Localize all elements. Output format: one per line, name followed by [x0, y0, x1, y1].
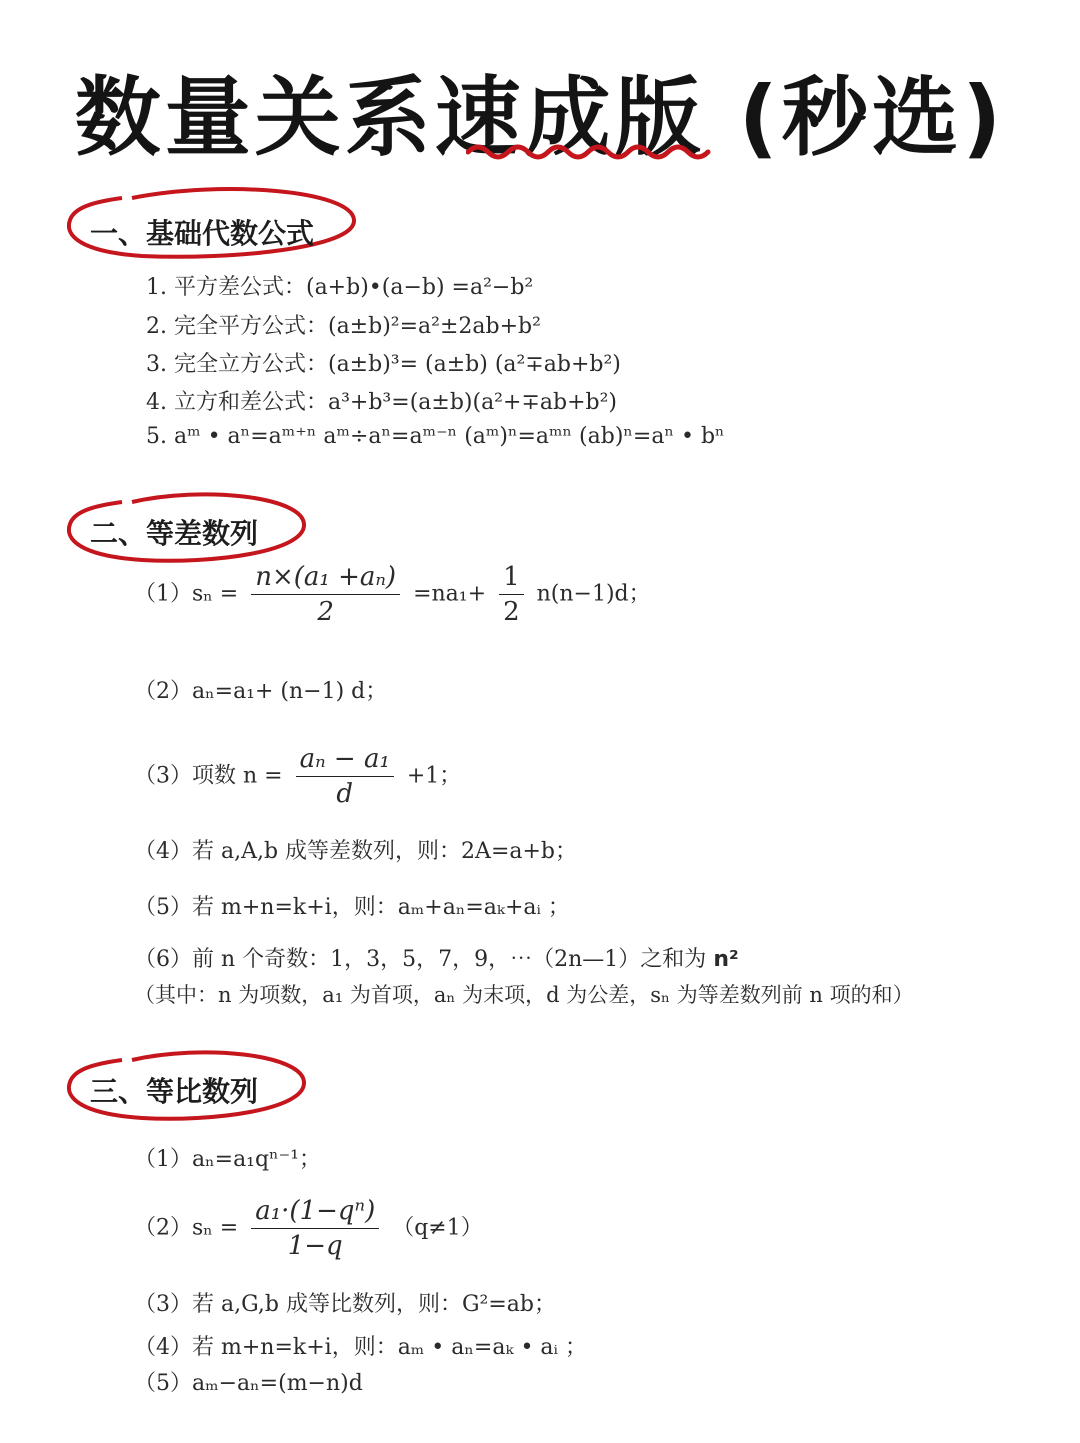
fraction [296, 744, 394, 809]
formula-suffix: +1； [406, 763, 462, 789]
formula-item: （5）aₘ−aₙ=(m−n)d [134, 1371, 363, 1396]
denominator: 1−q [287, 1231, 343, 1261]
formula-prefix: （1）sₙ = [134, 581, 239, 607]
formula-prefix: （2）sₙ = [134, 1215, 239, 1241]
numerator: a₁·(1−qⁿ) [251, 1196, 379, 1229]
formula-item: 3. 完全立方公式：(a±b)³= (a±b) (a²∓ab+b²) [146, 352, 621, 377]
formula-suffix: n(n−1)d； [536, 581, 651, 607]
formula-item: （5）若 m+n=k+i，则：aₘ+aₙ=aₖ+aᵢ ； [134, 895, 570, 920]
numerator: n×(a₁ +aₙ) [251, 562, 400, 595]
formula-result: n² [713, 947, 739, 972]
page-title: 数量关系速成版 (秒选) [74, 68, 1006, 168]
geo-sum-formula [134, 1196, 483, 1261]
denominator: 2 [503, 597, 520, 627]
fraction [251, 1196, 379, 1261]
fraction [251, 562, 400, 627]
formula-suffix: （q≠1） [392, 1215, 483, 1241]
formula-mid: =na₁+ [413, 581, 487, 607]
numerator: 1 [499, 562, 524, 595]
formula-prefix: （3）项数 n = [134, 763, 283, 789]
denominator: d [336, 779, 354, 809]
formula-item: 1. 平方差公式：(a+b)•(a−b) =a²−b² [146, 275, 534, 300]
fraction [499, 562, 524, 627]
formula-item [134, 942, 739, 973]
formula-text: （6）前 n 个奇数：1，3，5，7，9，⋯（2n—1）之和为 [134, 947, 707, 972]
section-2-heading: 二、等差数列 [90, 517, 259, 550]
formula-item: （3）若 a,G,b 成等比数列，则：G²=ab； [134, 1292, 556, 1317]
numerator: aₙ − a₁ [296, 744, 394, 777]
formula-item: （4）若 a,A,b 成等差数列，则：2A=a+b； [134, 839, 578, 864]
wavy-underline [466, 140, 716, 164]
formula-item: 2. 完全平方公式：(a±b)²=a²±2ab+b² [146, 314, 541, 339]
term-count-formula [134, 744, 461, 809]
arith-sum-formula [134, 562, 651, 627]
section-note: （其中：n 为项数，a₁ 为首项，aₙ 为末项，d 为公差，sₙ 为等差数列前 n 项的和） [134, 983, 914, 1007]
section-1-heading: 一、基础代数公式 [90, 217, 315, 250]
formula-item: （2）aₙ=a₁+ (n−1) d； [134, 679, 388, 704]
section-3-heading: 三、等比数列 [90, 1075, 259, 1108]
formula-item: 5. aᵐ • aⁿ=aᵐ⁺ⁿ aᵐ÷aⁿ=aᵐ⁻ⁿ (aᵐ)ⁿ=aᵐⁿ (ab)ⁿ=aⁿ • bⁿ [146, 424, 725, 449]
formula-item: 4. 立方和差公式：a³+b³=(a±b)(a²+∓ab+b²) [146, 390, 617, 415]
denominator: 2 [317, 597, 334, 627]
formula-item: （4）若 m+n=k+i，则：aₘ • aₙ=aₖ • aᵢ ； [134, 1335, 587, 1360]
formula-item: （1）aₙ=a₁qⁿ⁻¹； [134, 1147, 322, 1172]
